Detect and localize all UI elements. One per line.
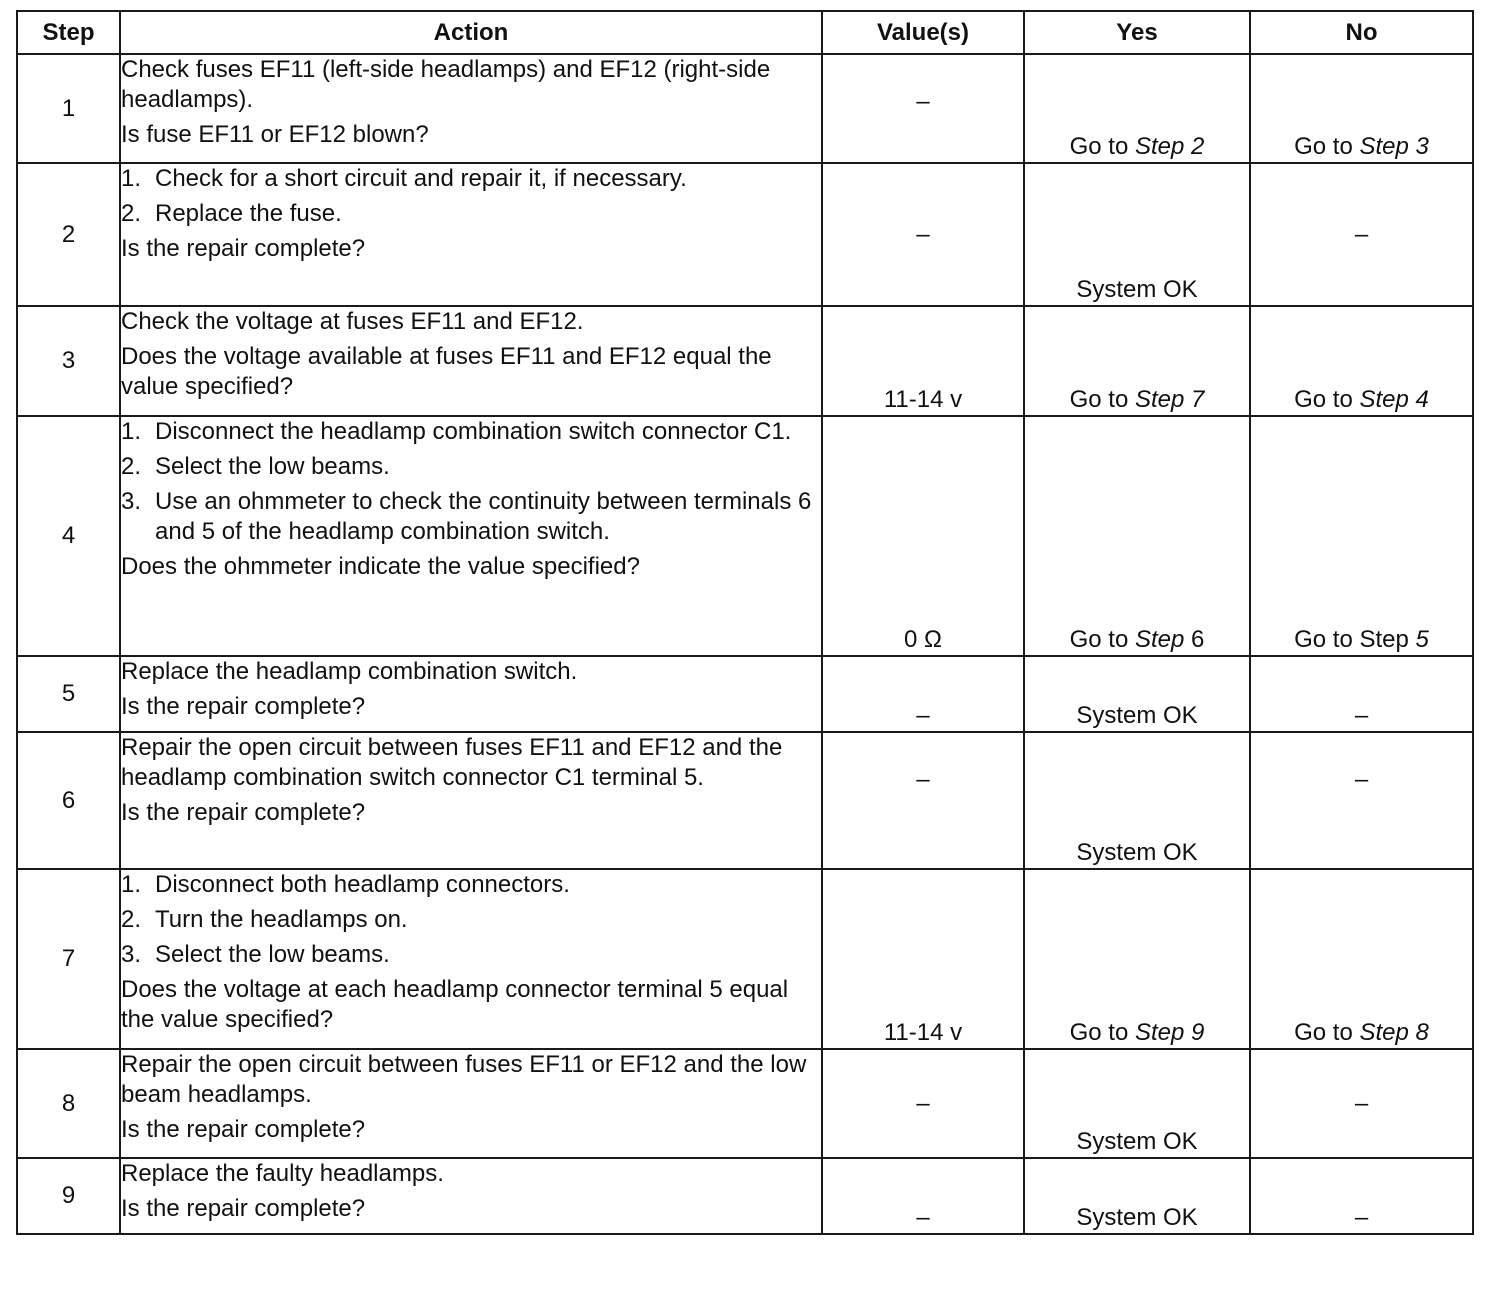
step-number: 3	[17, 306, 120, 416]
yes-prefix: Go to	[1069, 386, 1135, 413]
header-values: Value(s)	[822, 11, 1024, 54]
action-item: 2. Select the low beams.	[121, 453, 390, 480]
no-cell: –	[1250, 163, 1473, 306]
action-text: Repair the open circuit between fuses EF11 and EF12 and the headlamp combination switch connector C1 terminal 5.	[121, 734, 783, 791]
action-question: Does the ohmmeter indicate the value specified?	[121, 553, 640, 580]
action-item: 2. Turn the headlamps on.	[121, 906, 408, 933]
yes-cell: System OK	[1024, 656, 1250, 732]
action-item: 2. Replace the fuse.	[121, 200, 342, 227]
table-row	[17, 163, 1473, 306]
value-cell: –	[822, 732, 1024, 869]
action-item: 3. Select the low beams.	[121, 941, 390, 968]
yes-cell: System OK	[1024, 732, 1250, 869]
header-action: Action	[120, 11, 822, 54]
no-step-ref: Step 3	[1359, 133, 1429, 160]
step-number: 1	[17, 54, 120, 163]
action-cell	[120, 656, 822, 732]
yes-cell	[1024, 306, 1250, 416]
no-cell	[1250, 54, 1473, 163]
no-cell: –	[1250, 1158, 1473, 1234]
no-prefix: Go to Step	[1294, 626, 1416, 653]
value-cell: –	[822, 1049, 1024, 1158]
action-question: Is the repair complete?	[121, 235, 366, 262]
action-cell	[120, 1049, 822, 1158]
yes-step-ref: Step 2	[1134, 133, 1205, 160]
action-item: 1. Disconnect the headlamp combination switch connector C1.	[121, 418, 792, 445]
no-prefix: Go to	[1294, 133, 1360, 160]
table-row	[17, 869, 1473, 1049]
no-step-ref: 5	[1415, 626, 1429, 653]
yes-prefix: Go to	[1069, 626, 1135, 653]
action-question: Is the repair complete?	[121, 799, 366, 826]
yes-suffix: 6	[1184, 626, 1205, 653]
action-item: 1. Disconnect both headlamp connectors.	[121, 871, 570, 898]
value-cell: 11-14 v	[822, 306, 1024, 416]
action-question: Is the repair complete?	[121, 1116, 366, 1143]
yes-cell	[1024, 54, 1250, 163]
yes-step-ref: Step 7	[1134, 386, 1205, 413]
no-prefix: Go to	[1294, 1019, 1360, 1046]
yes-step-ref: Step	[1134, 626, 1185, 653]
step-number: 9	[17, 1158, 120, 1234]
step-number: 8	[17, 1049, 120, 1158]
action-cell	[120, 163, 822, 306]
no-prefix: Go to	[1294, 386, 1360, 413]
yes-cell: System OK	[1024, 163, 1250, 306]
action-text: Replace the faulty headlamps.	[121, 1160, 444, 1187]
value-cell: –	[822, 1158, 1024, 1234]
value-cell: 11-14 v	[822, 869, 1024, 1049]
table-row	[17, 54, 1473, 163]
step-number: 7	[17, 869, 120, 1049]
action-cell	[120, 54, 822, 163]
action-text: Check fuses EF11 (left-side headlamps) and EF12 (right-side headlamps).	[121, 56, 771, 113]
value-cell: –	[822, 54, 1024, 163]
header-yes: Yes	[1024, 11, 1250, 54]
no-cell	[1250, 306, 1473, 416]
step-number: 2	[17, 163, 120, 306]
action-cell	[120, 1158, 822, 1234]
action-cell	[120, 732, 822, 869]
action-cell	[120, 306, 822, 416]
table-row	[17, 306, 1473, 416]
value-cell: –	[822, 656, 1024, 732]
action-question: Does the voltage available at fuses EF11 and EF12 equal the value specified?	[121, 343, 772, 400]
yes-cell	[1024, 416, 1250, 656]
no-cell	[1250, 416, 1473, 656]
action-question: Is the repair complete?	[121, 1195, 366, 1222]
no-cell: –	[1250, 1049, 1473, 1158]
table-row	[17, 732, 1473, 869]
action-text: Replace the headlamp combination switch.	[121, 658, 578, 685]
no-cell: –	[1250, 656, 1473, 732]
value-cell: 0 Ω	[822, 416, 1024, 656]
no-step-ref: Step 4	[1359, 386, 1429, 413]
action-cell	[120, 416, 822, 656]
table-row	[17, 416, 1473, 656]
table-row	[17, 1049, 1473, 1158]
yes-cell	[1024, 869, 1250, 1049]
yes-cell: System OK	[1024, 1049, 1250, 1158]
step-number: 5	[17, 656, 120, 732]
step-number: 4	[17, 416, 120, 656]
value-cell: –	[822, 163, 1024, 306]
no-cell	[1250, 869, 1473, 1049]
yes-step-ref: Step 9	[1134, 1019, 1205, 1046]
table-row	[17, 1158, 1473, 1234]
action-cell	[120, 869, 822, 1049]
table-row	[17, 656, 1473, 732]
no-cell: –	[1250, 732, 1473, 869]
action-question: Is the repair complete?	[121, 693, 366, 720]
header-no: No	[1250, 11, 1473, 54]
action-question: Does the voltage at each headlamp connector terminal 5 equal the value specified?	[121, 976, 789, 1033]
yes-cell: System OK	[1024, 1158, 1250, 1234]
action-text: Repair the open circuit between fuses EF11 or EF12 and the low beam headlamps.	[121, 1051, 807, 1108]
diagnostic-table	[16, 10, 1474, 1235]
action-item: 1. Check for a short circuit and repair it, if necessary.	[121, 165, 687, 192]
no-step-ref: Step 8	[1359, 1019, 1429, 1046]
action-question: Is fuse EF11 or EF12 blown?	[121, 121, 429, 148]
step-number: 6	[17, 732, 120, 869]
yes-prefix: Go to	[1069, 133, 1135, 160]
header-step: Step	[17, 11, 120, 54]
yes-prefix: Go to	[1069, 1019, 1135, 1046]
header-row	[17, 11, 1473, 54]
action-item: 3. Use an ohmmeter to check the continuity between terminals 6 and 5 of the headlamp combination switch.	[121, 488, 812, 545]
action-text: Check the voltage at fuses EF11 and EF12.	[121, 308, 584, 335]
